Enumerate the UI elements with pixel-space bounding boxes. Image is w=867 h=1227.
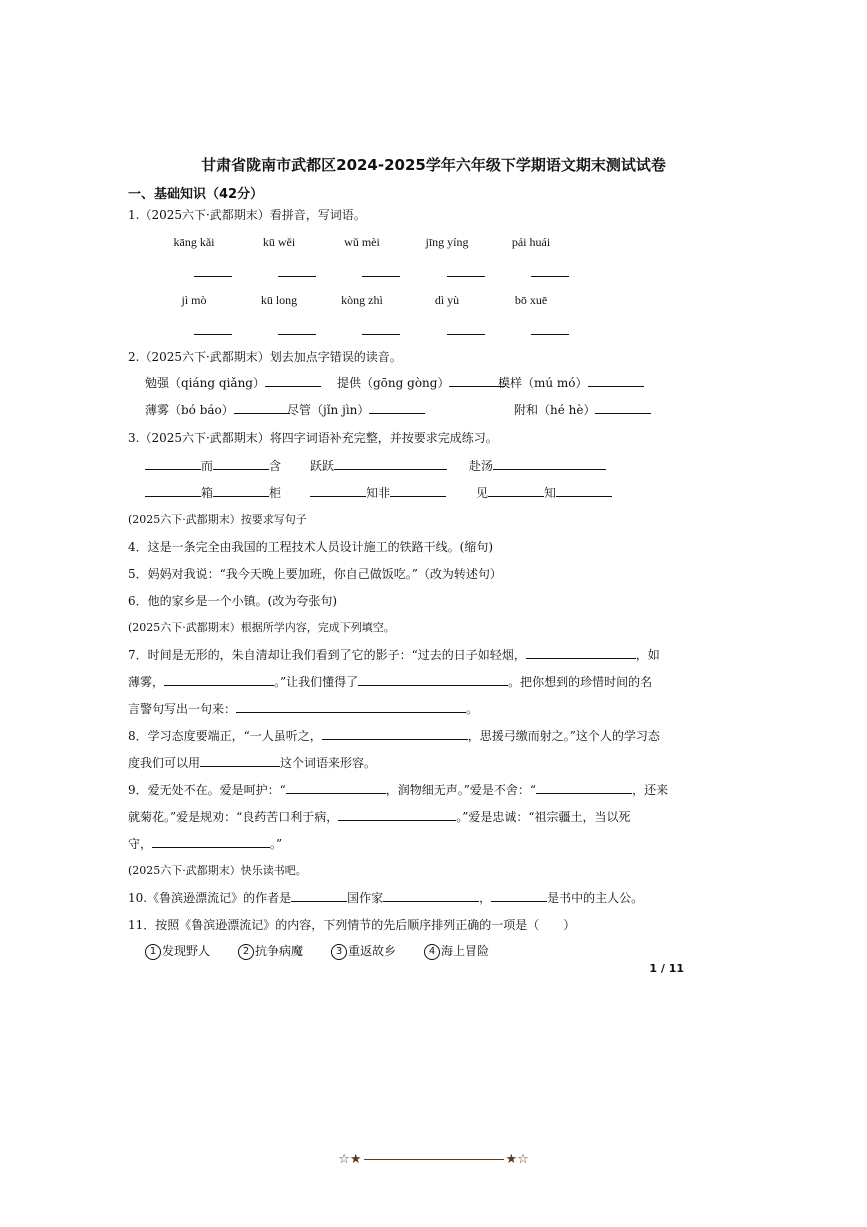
- answer-blank[interactable]: [291, 889, 347, 902]
- question-2-item: [514, 401, 651, 418]
- question-3-row-2b: [310, 484, 446, 501]
- question-2-stem: 2.（2025六下·武都期末）划去加点字错误的读音。: [128, 350, 402, 364]
- answer-blank[interactable]: [362, 333, 400, 335]
- question-text: ，: [479, 891, 492, 905]
- pinyin: wǔ mèi: [344, 235, 380, 249]
- question-10: [128, 889, 643, 906]
- answer-blank[interactable]: [536, 781, 632, 794]
- footer-ornament: [0, 1152, 867, 1167]
- answer-blank[interactable]: [362, 275, 400, 277]
- group-intro: (2025六下·武都期末）根据所学内容，完成下列填空。: [128, 621, 395, 634]
- question-text: 度我们可以用: [128, 756, 201, 770]
- question-text: 言警句写出一句来：: [128, 702, 237, 716]
- question-text: 10.《鲁滨逊漂流记》的作者是: [128, 891, 292, 905]
- page-title: 甘肃省陇南市武都区2024-2025学年六年级下学期语文期末测试试卷: [201, 156, 666, 174]
- word-part: 见: [476, 486, 489, 500]
- option-number: 4: [424, 944, 440, 960]
- question-1-stem: 1.（2025六下·武都期末）看拼音，写词语。: [128, 208, 366, 222]
- answer-blank[interactable]: [236, 700, 466, 713]
- star-icon: ☆★: [338, 1152, 362, 1167]
- question-3-row-1: [145, 457, 281, 474]
- option-number: 1: [145, 944, 161, 960]
- divider: [364, 1159, 504, 1160]
- pinyin: kū long: [260, 293, 298, 307]
- option-text: 抗争病魔: [255, 944, 304, 958]
- option-number: 2: [238, 944, 254, 960]
- word-part: 赴汤: [469, 459, 494, 473]
- question-2-item: [287, 401, 425, 418]
- question-11-stem: 11．按照《鲁滨逊漂流记》的内容，下列情节的先后顺序排列正确的一项是（ ）: [128, 918, 576, 932]
- question-2-item: [337, 374, 505, 391]
- word-part: 柜: [269, 486, 282, 500]
- word-part: 而: [201, 459, 214, 473]
- answer-blank[interactable]: [200, 754, 280, 767]
- option: [424, 942, 489, 960]
- question-2-item: [145, 401, 290, 418]
- answer-blank[interactable]: [194, 333, 232, 335]
- option: [145, 942, 210, 960]
- question-3-row-1b: [310, 457, 447, 474]
- option: [238, 942, 303, 960]
- answer-blank[interactable]: [531, 333, 569, 335]
- word-part: 知: [544, 486, 557, 500]
- option-number: 3: [331, 944, 347, 960]
- item-text: 薄雾（bó báo）: [145, 403, 234, 417]
- question-text: ，思援弓缴而射之。”这个人的学习态: [467, 729, 660, 743]
- answer-blank[interactable]: [145, 484, 201, 497]
- answer-blank[interactable]: [595, 401, 651, 414]
- answer-blank[interactable]: [493, 457, 606, 470]
- question-text: ，如: [635, 648, 660, 662]
- answer-blank[interactable]: [213, 484, 269, 497]
- question-text: 国作家: [347, 891, 384, 905]
- answer-blank[interactable]: [213, 457, 269, 470]
- pinyin: bō xuē: [514, 293, 548, 307]
- answer-blank[interactable]: [491, 889, 547, 902]
- question-text: 。”: [270, 837, 283, 851]
- question-9-line-1: [128, 781, 668, 798]
- answer-blank[interactable]: [145, 457, 201, 470]
- answer-blank[interactable]: [265, 374, 321, 387]
- question-3-row-1c: [469, 457, 606, 474]
- word-part: 箱: [201, 486, 214, 500]
- answer-blank[interactable]: [286, 781, 386, 794]
- question-8-line-1: [128, 727, 660, 744]
- item-text: 勉强（qiáng qiǎng）: [145, 376, 265, 390]
- question-5: 5．妈妈对我说：“我今天晚上要加班，你自己做饭吃。”（改为转述句）: [128, 567, 502, 581]
- pinyin: jīng yíng: [425, 235, 469, 249]
- pinyin: dì yù: [434, 293, 460, 307]
- question-7-line-3: [128, 700, 478, 717]
- question-3-stem: 3.（2025六下·武都期末）将四字词语补充完整，并按要求完成练习。: [128, 431, 498, 445]
- question-text: 。”让我们懂得了: [274, 675, 359, 689]
- answer-blank[interactable]: [488, 484, 544, 497]
- question-6: 6．他的家乡是一个小镇。(改为夸张句): [128, 594, 337, 608]
- answer-blank[interactable]: [310, 484, 366, 497]
- question-3-row-2: [145, 484, 281, 501]
- star-icon: ★☆: [505, 1152, 529, 1167]
- question-9-line-2: [128, 808, 631, 825]
- option: [331, 942, 396, 960]
- answer-blank[interactable]: [234, 401, 290, 414]
- answer-blank[interactable]: [322, 727, 468, 740]
- pinyin: kū wěi: [262, 235, 296, 249]
- answer-blank[interactable]: [194, 275, 232, 277]
- page-number: 1 / 11: [649, 962, 684, 975]
- answer-blank[interactable]: [164, 673, 274, 686]
- answer-blank[interactable]: [447, 275, 485, 277]
- pinyin: pái huái: [511, 235, 551, 249]
- answer-blank[interactable]: [278, 275, 316, 277]
- question-text: 9．爱无处不在。爱是呵护：“: [128, 783, 286, 797]
- item-text: 模样（mú mó）: [498, 376, 588, 390]
- pinyin: kāng kǎi: [173, 235, 215, 249]
- answer-blank[interactable]: [338, 808, 456, 821]
- question-3-row-2c: [476, 484, 612, 501]
- question-text: 这个词语来形容。: [280, 756, 377, 770]
- question-text: ，润物细无声。”爱是不舍：“: [385, 783, 537, 797]
- answer-blank[interactable]: [334, 457, 447, 470]
- question-text: 就菊花。”爱是规劝：“良药苦口利于病，: [128, 810, 339, 824]
- question-2-item: [498, 374, 644, 391]
- answer-blank[interactable]: [556, 484, 612, 497]
- word-part: 跃跃: [310, 459, 335, 473]
- option-text: 重返故乡: [348, 944, 397, 958]
- question-7-line-2: [128, 673, 652, 690]
- question-4: 4．这是一条完全由我国的工程技术人员设计施工的铁路干线。(缩句): [128, 540, 494, 554]
- question-9-line-3: [128, 835, 282, 852]
- answer-blank[interactable]: [526, 646, 636, 659]
- question-8-line-2: [128, 754, 376, 771]
- option-text: 海上冒险: [441, 944, 490, 958]
- answer-blank[interactable]: [588, 374, 644, 387]
- group-intro: (2025六下·武都期末）按要求写句子: [128, 513, 307, 526]
- item-text: 提供（gōng gòng）: [337, 376, 450, 390]
- question-2-item: [145, 374, 321, 391]
- answer-blank[interactable]: [531, 275, 569, 277]
- question-text: 守，: [128, 837, 153, 851]
- question-text: 8．学习态度要端正，“一人虽听之，: [128, 729, 322, 743]
- answer-blank[interactable]: [278, 333, 316, 335]
- pinyin: kòng zhì: [341, 293, 383, 307]
- pinyin: jì mò: [181, 293, 207, 307]
- answer-blank[interactable]: [383, 889, 479, 902]
- question-text: 7．时间是无形的，朱自清却让我们看到了它的影子：“过去的日子如轻烟，: [128, 648, 526, 662]
- question-text: 。: [466, 702, 479, 716]
- answer-blank[interactable]: [369, 401, 425, 414]
- question-text: 薄雾，: [128, 675, 165, 689]
- answer-blank[interactable]: [447, 333, 485, 335]
- item-text: 附和（hé hè）: [514, 403, 596, 417]
- question-text: 是书中的主人公。: [547, 891, 644, 905]
- question-text: 。把你想到的珍惜时间的名: [508, 675, 653, 689]
- question-7-line-1: [128, 646, 660, 663]
- question-text: ，还来: [632, 783, 669, 797]
- option-text: 发现野人: [162, 944, 211, 958]
- section-heading: 一、基础知识（42分）: [128, 187, 264, 202]
- answer-blank[interactable]: [152, 835, 270, 848]
- item-text: 尽管（jǐn jìn）: [287, 403, 370, 417]
- answer-blank[interactable]: [390, 484, 446, 497]
- answer-blank[interactable]: [358, 673, 508, 686]
- group-intro: (2025六下·武都期末）快乐读书吧。: [128, 864, 307, 877]
- word-part: 含: [269, 459, 282, 473]
- word-part: 知非: [366, 486, 391, 500]
- question-text: 。”爱是忠诚：“祖宗疆土，当以死: [456, 810, 631, 824]
